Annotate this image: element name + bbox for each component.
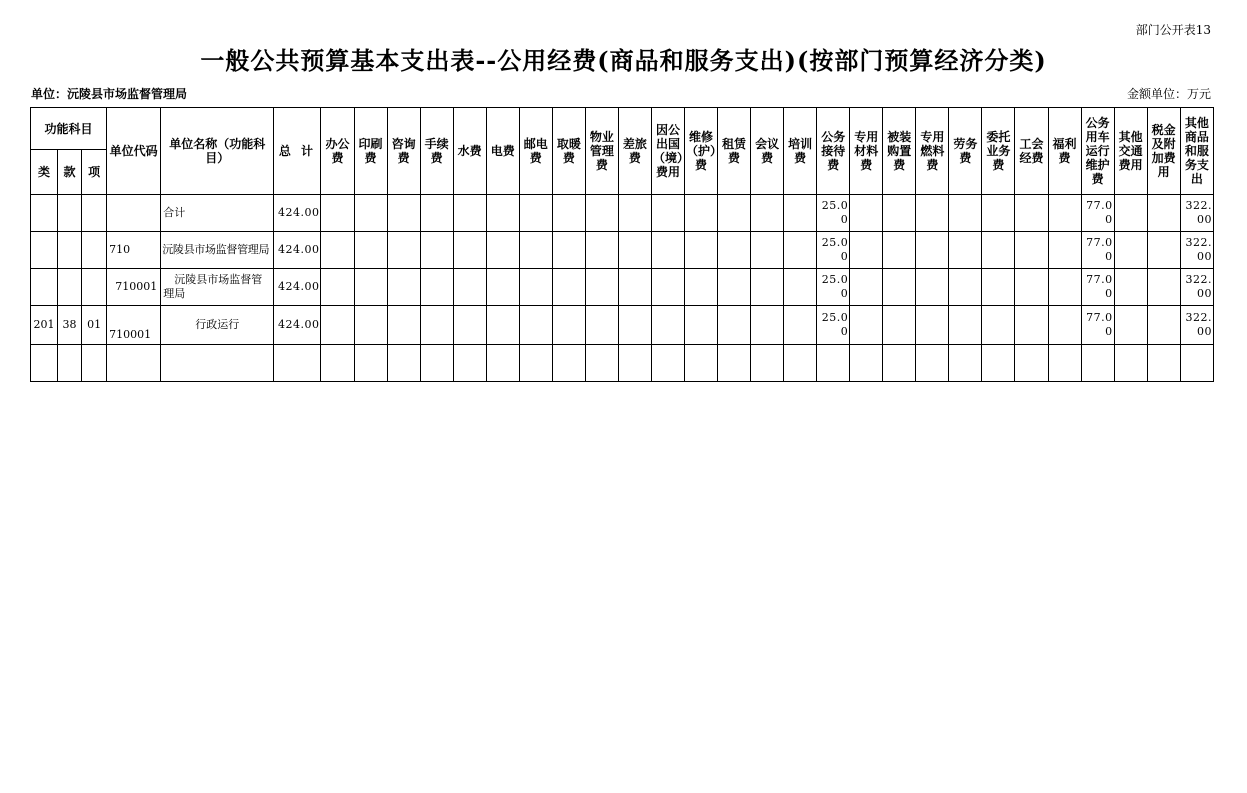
header-col: 手续费 (420, 108, 453, 195)
table-row (31, 306, 1214, 345)
amount-unit: 金额单位：万元 (1126, 87, 1211, 101)
cell-kuan (58, 232, 82, 269)
table-row-empty (31, 345, 1214, 382)
cell-vehicle: 77.00 (1081, 269, 1114, 306)
cell-total: 424.00 (274, 269, 321, 306)
header-col: 其他商品和服务支出 (1180, 108, 1213, 195)
header-col: 取暖费 (552, 108, 585, 195)
header-kuan: 款 (58, 150, 82, 195)
header-col: 工会经费 (1015, 108, 1048, 195)
cell-reception: 25.00 (817, 232, 850, 269)
cell-other: 322.00 (1180, 269, 1213, 306)
table-row (31, 232, 1214, 269)
header-col: 培训费 (784, 108, 817, 195)
table-row (31, 269, 1214, 306)
header-col: 电费 (486, 108, 519, 195)
header-col: 邮电费 (519, 108, 552, 195)
header-col: 会议费 (751, 108, 784, 195)
cell-xiang (82, 195, 107, 232)
header-total: 总 计 (274, 108, 321, 195)
header-col: 物业管理费 (585, 108, 618, 195)
cell-vehicle: 77.00 (1081, 306, 1114, 345)
cell-total: 424.00 (274, 232, 321, 269)
header-col: 维修（护）费 (684, 108, 717, 195)
cell-total: 424.00 (274, 195, 321, 232)
cell-unit-code: 710001 (107, 269, 161, 306)
header-col: 差旅费 (618, 108, 651, 195)
cell-xiang (82, 232, 107, 269)
cell-unit-name: 合计 (161, 195, 274, 232)
header-col: 被装购置费 (883, 108, 916, 195)
header-unit-code: 单位代码 (107, 108, 161, 195)
cell-unit-name: 行政运行 (161, 306, 274, 345)
cell-xiang (82, 269, 107, 306)
header-col: 其他交通费用 (1114, 108, 1147, 195)
cell-lei (31, 269, 58, 306)
header-col: 办公费 (321, 108, 354, 195)
cell-lei (31, 232, 58, 269)
table-row (31, 195, 1214, 232)
header-subject-group: 功能科目 (31, 108, 107, 150)
header-col: 印刷费 (354, 108, 387, 195)
header-col: 公务接待费 (817, 108, 850, 195)
cell-unit-name: 沅陵县市场监督管理局 (161, 232, 274, 269)
cell-total: 424.00 (274, 306, 321, 345)
header-col: 专用材料费 (850, 108, 883, 195)
cell-vehicle: 77.00 (1081, 195, 1114, 232)
cell-reception: 25.00 (817, 195, 850, 232)
header-col: 咨询费 (387, 108, 420, 195)
budget-table (30, 107, 1214, 382)
header-col: 公务用车运行维护费 (1081, 108, 1114, 195)
header-row-1 (31, 108, 1214, 150)
header-col: 税金及附加费用 (1147, 108, 1180, 195)
cell-xiang: 01 (82, 306, 107, 345)
cell-kuan: 38 (58, 306, 82, 345)
cell-unit-code: 710 (107, 232, 161, 269)
header-xiang: 项 (82, 150, 107, 195)
cell-kuan (58, 195, 82, 232)
unit-label: 单位：沅陵县市场监督管理局 (31, 87, 188, 101)
cell-other: 322.00 (1180, 306, 1213, 345)
cell-other: 322.00 (1180, 232, 1213, 269)
header-col: 水费 (453, 108, 486, 195)
form-code: 部门公开表13 (1135, 23, 1211, 37)
cell-lei: 201 (31, 306, 58, 345)
cell-unit-name: 沅陵县市场监督管理局 (161, 269, 274, 306)
cell-vehicle: 77.00 (1081, 232, 1114, 269)
header-col: 福利费 (1048, 108, 1081, 195)
cell-lei (31, 195, 58, 232)
cell-unit-code: 710001 (107, 306, 161, 345)
header-col: 委托业务费 (982, 108, 1015, 195)
cell-unit-code (107, 195, 161, 232)
header-col: 租赁费 (718, 108, 751, 195)
header-col: 因公出国（境）费用 (651, 108, 684, 195)
header-col: 专用燃料费 (916, 108, 949, 195)
cell-other: 322.00 (1180, 195, 1213, 232)
page-title: 一般公共预算基本支出表--公用经费(商品和服务支出)(按部门预算经济分类) (200, 46, 1047, 75)
header-unit-name: 单位名称（功能科目） (161, 108, 274, 195)
cell-reception: 25.00 (817, 269, 850, 306)
header-col: 劳务费 (949, 108, 982, 195)
header-lei: 类 (31, 150, 58, 195)
cell-kuan (58, 269, 82, 306)
cell-reception: 25.00 (817, 306, 850, 345)
